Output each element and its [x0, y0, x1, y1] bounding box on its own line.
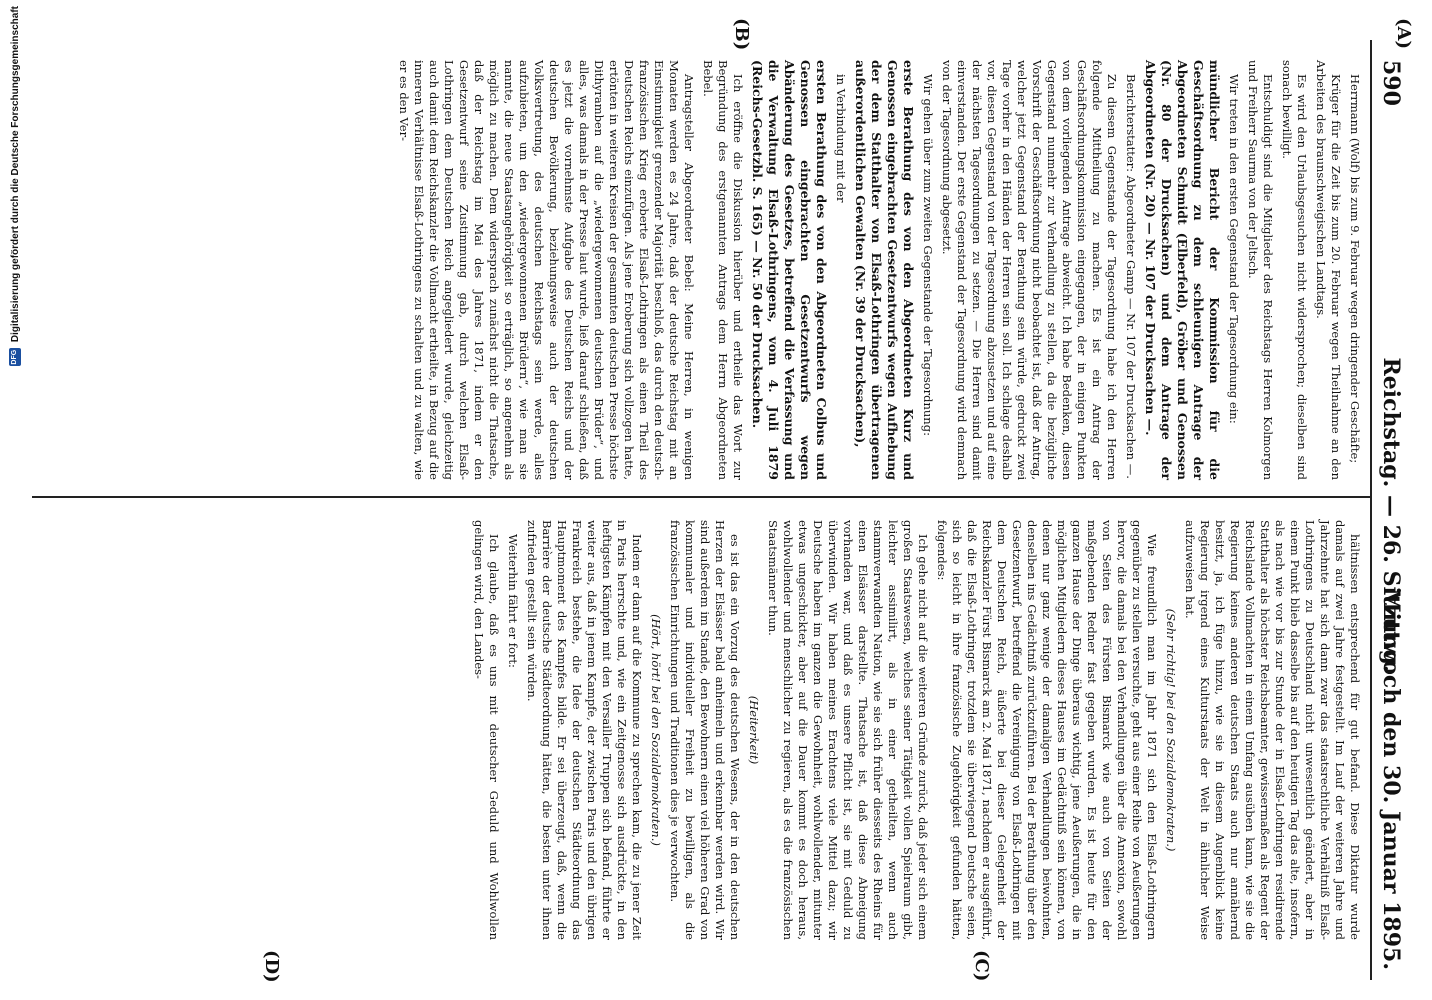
page-number: 590	[1378, 60, 1404, 106]
margin-letter-d: (D)	[261, 950, 282, 983]
page-date: Mittwoch den 30. Januar 1895.	[1378, 588, 1404, 970]
margin-letter-c: (C)	[971, 950, 992, 982]
agenda-item: ersten Berathung des von den Abgeordneten Colbus und Genossen eingebrachten Gesetzentwurfs wegen Abänderung des Gesetzes, betreffend die Verfassung und die Verwaltung Elsaß-Lothringens, vom 4. Juli 1879 (Reichs-Gesetzbl. S. 165) — Nr. 50 der Drucksachen.	[750, 60, 829, 480]
paragraph: Wir gehen über zum zweiten Gegenstande der Tagesordnung:	[921, 74, 935, 436]
header-rule	[1370, 40, 1372, 980]
paragraph: Es wird den Urlaubsgesuchen nicht widersprochen; dieselben sind sonach bewilligt.	[1280, 60, 1309, 480]
paragraph: Antragsteller Abgeordneter Bebel: Meine Herren, in wenigen Monaten werden es 24 Jahre, daß der deutsche Reichstag mit an Einstimmigkeit grenzender Majorität beschloß, das durch den deutsch-französischen Krieg eroberte Elsaß-Lothringen als einen Theil des Deutschen Reichs einzufügen. Als jene Eroberung sich vollzogen hatte, ertönten in weiteren Kreisen der gesammten deutschen Presse höchste Dithyramben auf die „wiedergewonnenen deutschen Brüder“, und alles, was damals in der Presse laut wurde, ließ darauf schließen, daß es jetzt die vornehmste Aufgabe des Deutschen Reichs und der deutschen Bevölkerung, beziehungsweise auch der deutschen Volksvertretung, des deutschen Reichstags sein werde, alles aufzubieten, um den „wiedergewonnenen Brüdern“, wie man sie nannte, die neue Staatsangehörigkeit so erträglich, so angenehm als möglich zu machen. Dem widersprach zunächst nicht die Thatsache, daß der Reichstag im Mai des Jahres 1871, indem er den Gesetzentwurf seine Zustimmung gab, durch welchen Elsaß-Lothringen dem Deutschen Reich angegliedert wurde, gleichzeitig auch damit dem Reichskanzler die Vollmacht ertheilte, in Bezug auf die inneren Verhältnisse Elsaß-Lothringens zu schalten und zu walten, wie er es den Ver-	[397, 60, 696, 480]
right-text-column	[467, 520, 1362, 940]
digitization-credit	[0, 0, 30, 1000]
paragraph: Indem er dann auf die Kommune zu sprechen kam, die zu jener Zeit in Paris herrschte und, wie ein Zeitgenosse sich ausdrückte, in den heftigsten Kämpfen mit den Versailler Truppen sich befand, führte er weiter aus, daß in jenem Kampfe, der zwischen Paris und den übrigen Frankreich bestehe, die Idee der deutschen Städteordnung das Hauptmoment des Kampfes bilde. Er sei überzeugt, daß, wenn die Barrière der deutsche Städteordnung hätten, die besten unter ihnen zufrieden gestellt sein würden.	[525, 520, 644, 940]
dfg-logo-icon: DFG	[9, 348, 21, 366]
interjection: (Sehr richtig! bei den Sozialdemokraten.)	[1164, 608, 1178, 852]
paragraph: in Verbindung mit der	[834, 74, 848, 203]
paragraph: Berichterstatter: Abgeordneter Gamp — Nr. 107 der Drucksachen —.	[1124, 74, 1138, 479]
column-divider	[32, 496, 1372, 498]
digitization-credit-text: Digitalisierung gefördert durch die Deutsche Forschungsgemeinschaft	[9, 6, 21, 343]
agenda-item: erste Berathung des von den Abgeordneten Kurz und Genossen eingebrachten Gesetzentwurfs wegen Aufhebung der dem Statthalter von Elsaß-Lothringen übertragenen außerordentlichen Gewalten (Nr. 39 der Drucksachen),	[853, 60, 916, 480]
paragraph: hältnissen entsprechend für gut befand. Diese Diktatur wurde damals auf zwei Jahre festgestellt. Im Lauf der weiteren Jahre und Jahrzehnte hat sich dann zwar das staatsrechtliche Verhältniß Elsaß-Lothringens zu Deutschland nicht unwesentlich geändert, aber in einem Punkt blieb dasselbe bis auf den heutigen Tag das alte, insofern, als nach wie vor bis zur Stunde der in Elsaß-Lothringen residirende Statthalter als höchster Reichsbeamter, gewissermaßen als Regent der Reichslande Vollmachten in einem Umfang ausüben kann, wie sie die Regierung keines anderen deutschen Staats auch nur annähernd besitzt, ja, ich füge hinzu, wie sie in diesem Augenblick keine Regierung irgend eines Kulturstaats der Welt in ähnlicher Weise aufzuweisen hat.	[1183, 520, 1362, 940]
left-text-column	[392, 60, 1362, 480]
paragraph: Wie freundlich man im Jahr 1871 sich den Elsaß-Lothringern gegenüber zu stellen versuchte, geht aus einer Reihe von Aeußerungen hervor, die damals bei den Verhandlungen über die Annexion, sowohl von Seiten des Fürsten Bismarck wie auch von Seiten der maßgebenden Redner fast gegeben wurden. Es ist heute für den ganzen Hause der Dinge überaus wichtig, jene Aeußerungen, die in möglichen Mitgliedern dieses Hauses im Gedächtniß sein können, von denen nur ganz wenige der damaligen Verhandlungen beiwohnten, denselben ins Gedächtniß zurückzuführen. Bei der Berathung über den Gesetzentwurf, betreffend die Vereinigung von Elsaß-Lothringen mit dem Deutschen Reich, äußerte bei dieser Gelegenheit der Reichskanzler Fürst Bismarck am 2. Mai 1871, nachdem er ausgeführt, daß die Elsaß-Lothringer, trotzdem sie überwiegend Deutsche seien, sich so leicht in ihre französische Zugehörigkeit gefunden hätten, folgendes:	[935, 520, 1159, 940]
margin-letter-b: (B)	[731, 18, 752, 51]
interjection: (Hört, hört! bei den Sozialdemokraten.)	[649, 614, 663, 846]
page-header	[1372, 60, 1412, 970]
paragraph: Ich glaube, daß es uns mit deutscher Geduld und Wohlwollen gelingen wird, den Landes-	[472, 520, 501, 940]
paragraph: Weiterhin fährt er fort:	[506, 534, 520, 668]
paragraph: Ich eröffne die Diskussion hierüber und ertheile das Wort zur Begründung des erstgenannten Antrags dem Herrn Abgeordneten Bebel.	[701, 60, 745, 480]
paragraph: Wir treten in den ersten Gegenstand der Tagesordnung ein:	[1227, 74, 1241, 424]
page-title: Reichstag. — 26. Sitzung.	[1378, 357, 1404, 673]
paragraph: Zu diesem Gegenstande der Tagesordnung habe ich den Herren folgende Mittheilung zu machen. Es ist ein Antrag der Geschäftsordnungskommission eingegangen, der in einigen Punkten von dem vorliegenden Antrage abweicht. Ich habe Bedenken, diesen Gegenstand nunmehr zur Verhandlung zu stellen, da die bezügliche Vorschrift der Geschäftsordnung nicht beobachtet ist, daß der Antrag, welcher jetzt Gegenstand der Berathung sein würde, gedruckt zwei Tage vorher in den Händen der Herren sein soll. Ich schlage deshalb vor, diesen Gegenstand von der Tagesordnung abzusetzen und auf eine der nächsten Tagesordnungen zu setzen. — Die Herren sind damit einverstanden. Der erste Gegenstand der Tagesordnung wird demnach von der Tagesordnung abgesetzt.	[940, 60, 1119, 480]
paragraph: Krüger für die Zeit bis zum 20. Februar wegen Theilnahme an den Arbeiten des braunschweigischen Landtags.	[1314, 60, 1343, 480]
paragraph: es ist das ein Vorzug des deutschen Wesens, der in den deutschen Herzen der Elsässer bald anheimeln und erkennbar werden wird. Wir sind außerdem im Stande, den Bewohnern einen viel höheren Grad von kommunaler und individueller Freiheit zu bewilligen, als die französischen Einrichtungen und Traditionen dies je verwochten.	[668, 520, 742, 940]
agenda-item: mündlicher Bericht der Kommission für die Geschäftsordnung zu dem schleunigen Antrage der Abgeordneten Schmidt (Elberfeld), Gröber und Genossen (Nr. 80 der Drucksachen) und dem Antrage der Abgeordneten (Nr. 20) — Nr. 107 der Drucksachen —.	[1143, 60, 1222, 480]
paragraph: Ich gehe nicht auf die weiteren Gründe zurück, daß jeder sich einem großen Staatswesen, welches seiner Tätigkeit vollen Spielraum gibt, leichter assimilirt, als in einer getheilten, wenn auch stammverwandten Nation, wie sie sich früher diesseits des Rheins für einen Elsässer darstellte. Thatsache ist, daß diese Abneigung vorhanden war, und daß es unsere Pflicht ist, sie mit Geduld zu überwinden. Wir haben meines Erachtens viele Mittel dazu; wir Deutsche haben im ganzen die Gewohnheit, wohlwollender, mitunter etwas ungeschickter, aber auf die Dauer kommt es doch heraus, wohlwollender und menschlicher zu regieren, als es die französischen Staatsmänner thun.	[766, 520, 930, 940]
interjection: (Heiterkeit)	[747, 695, 761, 765]
paragraph: Herrmann (Wolf) bis zum 9. Februar wegen dringender Geschäfte;	[1348, 74, 1362, 464]
margin-letter-a: (A)	[1393, 18, 1414, 49]
paragraph: Entschuldigt sind die Mitglieder des Reichstags Herren Kolmorgen und Freiherr Saurma von der Jeltsch.	[1246, 60, 1275, 480]
